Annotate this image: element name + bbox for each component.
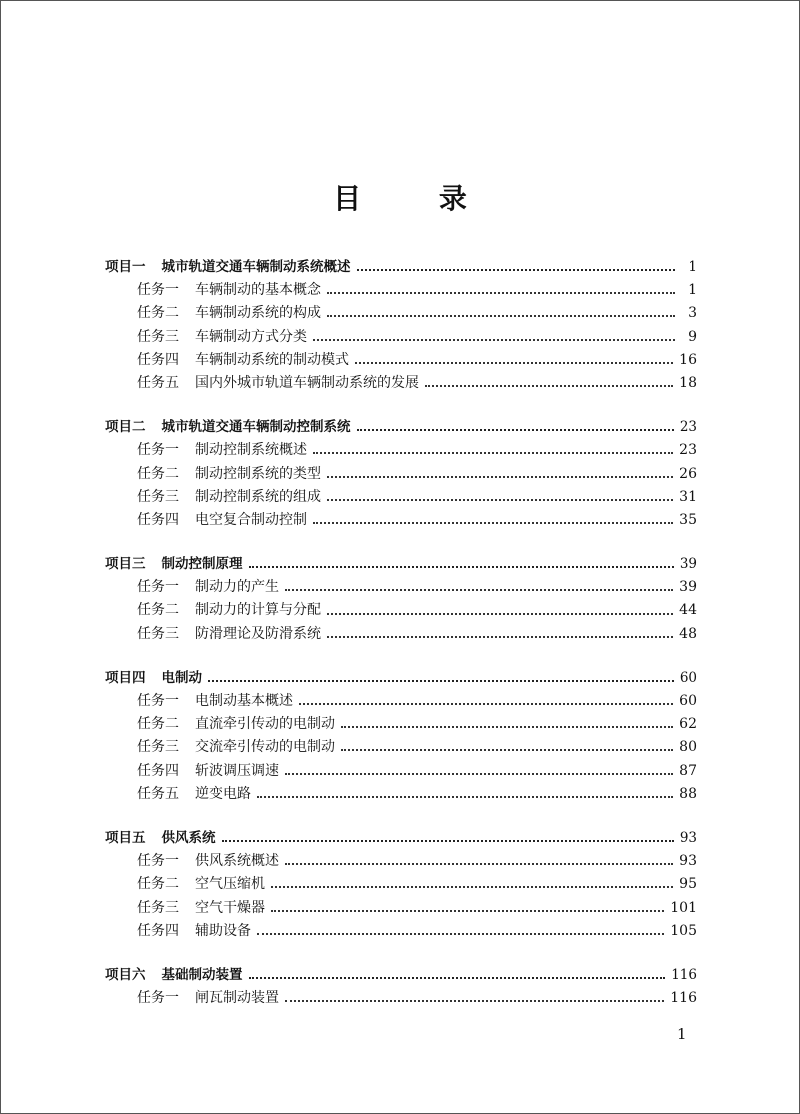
toc-entry-task [105, 690, 697, 713]
dot-leader [425, 384, 673, 387]
task-number: 任务三 [137, 899, 179, 916]
dot-leader [327, 291, 675, 294]
toc-group [105, 416, 697, 532]
project-number: 项目一 [105, 259, 146, 275]
task-title: 制动力的计算与分配 [195, 602, 321, 619]
task-page: 62 [679, 716, 697, 733]
dot-leader [313, 451, 673, 454]
task-number: 任务三 [137, 488, 179, 505]
task-title: 国内外城市轨道车辆制动系统的发展 [195, 374, 419, 391]
toc-entry-project [105, 667, 697, 690]
dot-leader [257, 795, 673, 798]
project-title: 供风系统 [161, 829, 216, 846]
project-page: 116 [671, 966, 697, 983]
task-number: 任务三 [137, 328, 179, 345]
toc-entry-task [105, 783, 697, 806]
project-title: 城市轨道交通车辆制动系统概述 [161, 259, 351, 275]
dot-leader [285, 772, 673, 775]
toc-entry-task [105, 760, 697, 783]
task-number: 任务二 [137, 876, 179, 893]
dot-leader [222, 839, 674, 842]
task-page: 105 [670, 922, 697, 939]
project-page: 39 [679, 556, 697, 573]
toc-group [105, 256, 697, 395]
toc-entry-task [105, 326, 697, 349]
task-title: 交流牵引传动的电制动 [195, 739, 335, 756]
dot-leader [285, 588, 673, 591]
toc-entry-task [105, 736, 697, 759]
dot-leader [271, 909, 664, 912]
task-page: 1 [688, 282, 697, 299]
toc-entry-task [105, 850, 697, 873]
toc-group [105, 964, 697, 1010]
task-page: 87 [679, 762, 697, 779]
task-number: 任务一 [137, 990, 179, 1007]
task-title: 斩波调压调速 [195, 762, 279, 779]
dot-leader [355, 361, 673, 364]
toc-entry-task [105, 623, 697, 646]
dot-leader [313, 338, 675, 341]
task-title: 制动力的产生 [195, 579, 279, 596]
toc-entry-task [105, 439, 697, 462]
task-page: 93 [679, 853, 697, 870]
task-number: 任务二 [137, 465, 179, 482]
task-title: 车辆制动系统的制动模式 [195, 351, 349, 368]
project-title: 基础制动装置 [161, 966, 243, 983]
task-page: 44 [679, 602, 697, 619]
toc-entry-task [105, 463, 697, 486]
toc-entry-task [105, 349, 697, 372]
task-page: 101 [670, 899, 697, 916]
toc-entry-project [105, 964, 697, 987]
task-title: 供风系统概述 [195, 853, 279, 870]
dot-leader [327, 475, 673, 478]
task-number: 任务四 [137, 762, 179, 779]
task-title: 空气压缩机 [195, 876, 265, 893]
task-number: 任务五 [137, 374, 179, 391]
toc-entry-task [105, 509, 697, 532]
page-number: 1 [677, 1025, 687, 1043]
project-page: 93 [679, 829, 697, 846]
task-page: 9 [688, 328, 697, 345]
dot-leader [341, 748, 673, 751]
toc-entry-task [105, 372, 697, 395]
task-title: 闸瓦制动装置 [195, 990, 279, 1007]
task-page: 18 [679, 374, 697, 391]
dot-leader [271, 885, 673, 888]
dot-leader [341, 725, 673, 728]
project-page: 23 [679, 419, 697, 436]
toc-entry-task [105, 987, 697, 1010]
task-number: 任务一 [137, 282, 179, 299]
toc-entry-project [105, 256, 697, 279]
task-title: 空气干燥器 [195, 899, 265, 916]
task-title: 制动控制系统的类型 [195, 465, 321, 482]
dot-leader [313, 521, 673, 524]
task-title: 制动控制系统概述 [195, 442, 307, 459]
project-title: 城市轨道交通车辆制动控制系统 [161, 419, 351, 436]
toc-entry-task [105, 873, 697, 896]
task-number: 任务四 [137, 351, 179, 368]
dot-leader [357, 428, 674, 431]
project-number: 项目三 [105, 556, 146, 573]
toc-entry-project [105, 553, 697, 576]
task-page: 35 [679, 511, 697, 528]
dot-leader [357, 268, 676, 271]
task-page: 26 [679, 465, 697, 482]
task-number: 任务二 [137, 602, 179, 619]
task-page: 31 [679, 488, 697, 505]
task-title: 电制动基本概述 [195, 693, 293, 709]
dot-leader [249, 565, 674, 568]
task-page: 16 [679, 351, 697, 368]
task-number: 任务一 [137, 579, 179, 596]
toc-entry-task [105, 897, 697, 920]
toc-entry-task [105, 302, 697, 325]
task-page: 60 [679, 693, 697, 709]
task-number: 任务四 [137, 922, 179, 939]
task-page: 88 [679, 785, 697, 802]
task-title: 车辆制动系统的构成 [195, 305, 321, 322]
dot-leader [327, 612, 673, 615]
project-page: 60 [679, 669, 697, 686]
task-number: 任务二 [137, 305, 179, 322]
task-title: 逆变电路 [195, 785, 251, 802]
toc-entry-task [105, 713, 697, 736]
task-page: 39 [679, 579, 697, 596]
project-page: 1 [688, 259, 697, 275]
toc-entry-task [105, 486, 697, 509]
project-number: 项目六 [105, 966, 146, 983]
project-number: 项目四 [105, 669, 146, 686]
toc-entry-project [105, 827, 697, 850]
task-number: 任务五 [137, 785, 179, 802]
dot-leader [327, 635, 673, 638]
task-page: 95 [679, 876, 697, 893]
dot-leader [208, 679, 674, 682]
toc-group [105, 553, 697, 646]
task-title: 车辆制动的基本概念 [195, 282, 321, 299]
dot-leader [327, 314, 675, 317]
task-page: 23 [679, 442, 697, 459]
toc-entry-project [105, 416, 697, 439]
toc-group [105, 827, 697, 943]
dot-leader [249, 976, 666, 979]
project-title: 制动控制原理 [161, 556, 243, 573]
page-title: 目 录 [333, 182, 501, 215]
dot-leader [285, 999, 664, 1002]
task-title: 制动控制系统的组成 [195, 488, 321, 505]
dot-leader [285, 862, 673, 865]
project-title: 电制动 [161, 669, 202, 686]
task-number: 任务一 [137, 853, 179, 870]
task-title: 辅助设备 [195, 922, 251, 939]
task-title: 直流牵引传动的电制动 [195, 716, 335, 733]
task-number: 任务四 [137, 511, 179, 528]
task-title: 车辆制动方式分类 [195, 328, 307, 345]
task-page: 48 [679, 625, 697, 642]
task-number: 任务三 [137, 739, 179, 756]
dot-leader [327, 498, 673, 501]
toc-entry-task [105, 576, 697, 599]
task-page: 3 [688, 305, 697, 322]
task-page: 116 [670, 990, 697, 1007]
table-of-contents [105, 256, 697, 1031]
project-number: 项目五 [105, 829, 146, 846]
task-title: 电空复合制动控制 [195, 511, 307, 528]
project-number: 项目二 [105, 419, 146, 436]
toc-group [105, 667, 697, 806]
task-page: 80 [679, 739, 697, 756]
toc-entry-task [105, 920, 697, 943]
task-number: 任务一 [137, 693, 179, 709]
toc-entry-task [105, 279, 697, 302]
dot-leader [257, 932, 664, 935]
task-number: 任务二 [137, 716, 179, 733]
task-number: 任务一 [137, 442, 179, 459]
toc-entry-task [105, 599, 697, 622]
task-title: 防滑理论及防滑系统 [195, 625, 321, 642]
task-number: 任务三 [137, 625, 179, 642]
dot-leader [299, 702, 673, 705]
